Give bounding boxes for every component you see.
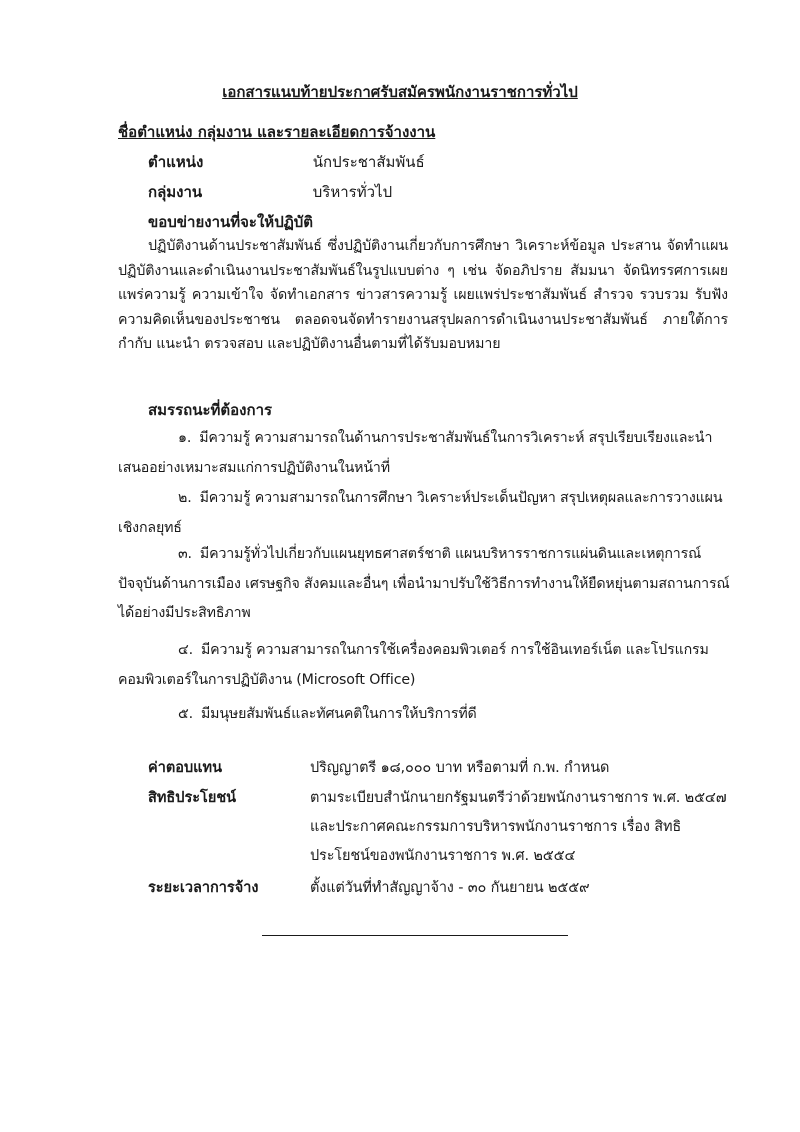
- group-label: กลุ่มงาน: [148, 183, 203, 201]
- scope-text: ปฏิบัติงานด้านประชาสัมพันธ์ ซึ่งปฏิบัติงานเกี่ยวกับการศึกษา วิเคราะห์ข้อมูล ประสาน จัดทำแผนปฏิบัติงานและดำเนินงานประชาสัมพันธ์ในรูปแบบต่าง ๆ เช่น จัดอภิปราย สัมมนา จัดนิทรรศการเผยแพร่ความรู้ ความเข้าใจ จัดทำเอกสาร ข่าวสารความรู้ เผยแพร่ประชาสัมพันธ์ สำรวจ รวบรวม รับฟังความคิดเห็นของประชาชน ตลอดจนจัดทำรายงานสรุปผลการดำเนินงานประชาสัมพันธ์ ภายใต้การกำกับ แนะนำ ตรวจสอบ และปฏิบัติงานอื่นตามที่ได้รับมอบหมาย: [118, 238, 728, 353]
- employment-period-value: ตั้งแต่วันที่ทำสัญญาจ้าง - ๓๐ กันยายน ๒๕๕๙: [310, 880, 590, 896]
- competency-item: [118, 424, 730, 483]
- competency-text: มีความรู้ ความสามารถในการศึกษา วิเคราะห์ประเด็นปัญหา สรุปเหตุผลและการวางแผนเชิงกลยุทธ์: [118, 490, 723, 536]
- group-value: บริหารทั่วไป: [312, 183, 393, 201]
- compensation-label: ค่าตอบแทน: [148, 760, 222, 776]
- end-divider: [262, 935, 568, 936]
- competency-text: มีมนุษยสัมพันธ์และทัศนคติในการให้บริการที่ดี: [200, 706, 477, 722]
- competency-number: ๑.: [178, 430, 192, 446]
- benefits-label: สิทธิประโยชน์: [148, 790, 237, 806]
- competency-item: [118, 484, 730, 543]
- competency-text: มีความรู้ ความสามารถในด้านการประชาสัมพันธ์ในการวิเคราะห์ สรุปเรียบเรียงและนำเสนออย่างเหมาะสมแก่การปฏิบัติงานในหน้าที่: [118, 430, 713, 476]
- competency-number: ๒.: [178, 490, 192, 506]
- competency-number: ๓.: [178, 546, 192, 562]
- compensation-value: ปริญญาตรี ๑๘,๐๐๐ บาท หรือตามที่ ก.พ. กำหนด: [310, 760, 610, 776]
- competency-text: มีความรู้ทั่วไปเกี่ยวกับแผนยุทธศาสตร์ชาติ แผนบริหารราชการแผ่นดินและเหตุการณ์ปัจจุบันด้านการเมือง เศรษฐกิจ สังคมและอื่นๆ เพื่อนำมาปรับใช้วิธีการทำงานให้ยืดหยุ่นตามสถานการณ์ได้อย่างมีประสิทธิภาพ: [118, 546, 730, 622]
- competency-number: ๕.: [178, 706, 193, 722]
- scope-heading: ขอบข่ายงานที่จะให้ปฏิบัติ: [148, 213, 314, 231]
- position-row: [148, 150, 425, 174]
- section-heading: ชื่อตำแหน่ง กลุ่มงาน และรายละเอียดการจ้างงาน: [118, 123, 436, 141]
- document-title: เอกสารแนบท้ายประกาศรับสมัครพนักงานราชการทั่วไป: [222, 83, 578, 101]
- employment-period-label: ระยะเวลาการจ้าง: [148, 880, 259, 896]
- competency-item: [118, 636, 730, 695]
- group-row: [148, 180, 392, 204]
- benefits-value: ตามระเบียบสำนักนายกรัฐมนตรีว่าด้วยพนักงานราชการ พ.ศ. ๒๕๔๗ และประกาศคณะกรรมการบริหารพนักงานราชการ เรื่อง สิทธิประโยชน์ของพนักงานราชการ พ.ศ. ๒๕๕๔: [310, 790, 727, 864]
- competency-text: มีความรู้ ความสามารถในการใช้เครื่องคอมพิวเตอร์ การใช้อินเทอร์เน็ต และโปรแกรมคอมพิวเตอร์ในการปฏิบัติงาน (Microsoft Office): [118, 642, 709, 688]
- position-label: ตำแหน่ง: [148, 153, 204, 171]
- competency-item: [118, 700, 730, 730]
- competency-item: [118, 540, 730, 629]
- position-value: นักประชาสัมพันธ์: [312, 153, 425, 171]
- competencies-heading: สมรรถนะที่ต้องการ: [148, 401, 273, 419]
- competency-number: ๔.: [178, 642, 193, 658]
